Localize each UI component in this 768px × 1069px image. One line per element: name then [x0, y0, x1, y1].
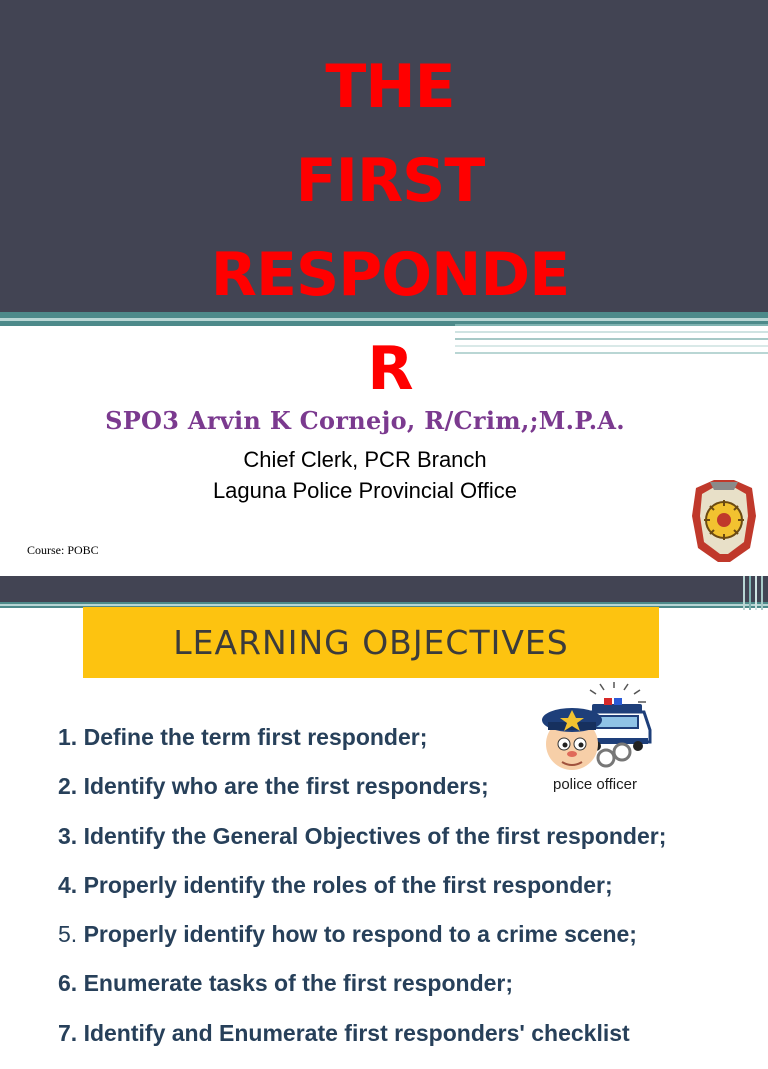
course-label: Course: POBC: [27, 543, 99, 557]
heading-box: [83, 607, 659, 678]
objectives-list: [58, 724, 758, 1069]
title-line: THE: [325, 52, 455, 122]
clipart-label: police officer: [553, 776, 637, 793]
list-item: [58, 724, 758, 773]
objectives-slide: [0, 576, 768, 1046]
item-text: Identify and Enumerate first responders' checklist: [77, 1019, 630, 1046]
item-text: Define the term first responder;: [77, 724, 428, 750]
slide-title: [110, 40, 670, 416]
item-text: Properly identify how to respond to a crime scene;: [77, 921, 637, 948]
item-number: 1.: [58, 724, 78, 750]
item-number: 3.: [58, 822, 78, 849]
list-item: [58, 823, 758, 872]
title-line: FIRST: [295, 146, 485, 216]
item-text: Properly identify the roles of the first responder;: [77, 871, 613, 898]
item-number: 6.: [58, 970, 78, 997]
list-item: [58, 1020, 758, 1069]
item-number: 5.: [58, 921, 78, 948]
author-office: Laguna Police Provincial Office: [212, 478, 518, 503]
list-item: [58, 773, 758, 822]
accent-stripe: [0, 604, 768, 606]
author-position: Chief Clerk, PCR Branch: [243, 447, 487, 472]
header-band: [0, 576, 768, 602]
item-text: Identify the General Objectives of the first responder;: [77, 822, 667, 849]
item-text: Enumerate tasks of the first responder;: [77, 970, 514, 997]
item-number: 4.: [58, 871, 78, 898]
item-number: 2.: [58, 773, 78, 800]
slide-heading: LEARNING OBJECTIVES: [173, 623, 569, 662]
item-number: 7.: [58, 1019, 78, 1046]
author-name: SPO3 Arvin K Cornejo, R/Crim,;M.P.A.: [105, 406, 625, 435]
title-line: RESPONDE: [210, 240, 570, 310]
decorative-lines: [740, 576, 768, 610]
title-line: R: [367, 334, 413, 404]
item-text: Identify who are the first responders;: [77, 773, 489, 800]
list-item: [58, 872, 758, 921]
pnp-seal-icon: [690, 476, 758, 566]
list-item: [58, 921, 758, 970]
list-item: [58, 970, 758, 1019]
